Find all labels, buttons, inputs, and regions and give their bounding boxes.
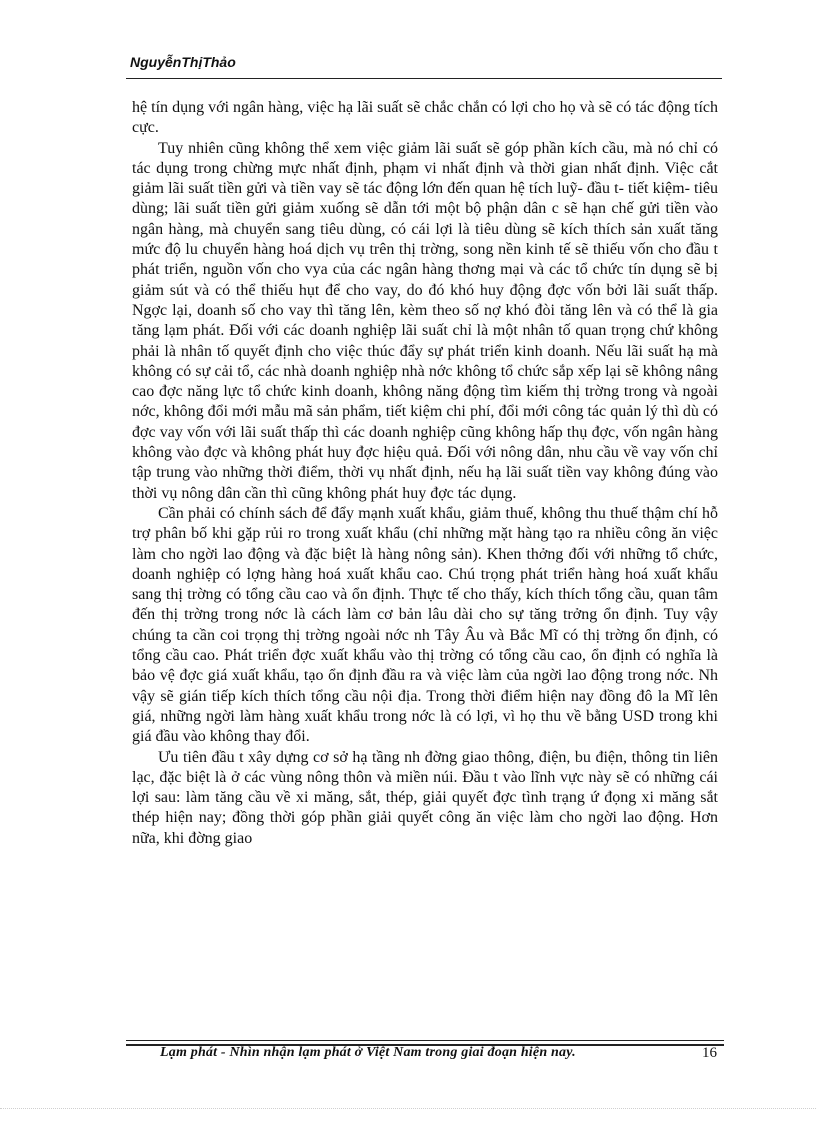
paragraph-3: Cần phải có chính sách để đẩy mạnh xuất khẩu, giảm thuế, không thu thuế thậm chí hỗ trợ phân bố khi gặp rủi ro trong xuất khẩu (chỉ những mặt hàng tạo ra nhiều công ăn việc làm cho ngời lao động và đặc biệt là hàng nông sản). Khen thởng đối với những tổ chức, doanh nghiệp có lợng hàng hoá xuất khẩu cao. Chú trọng phát triển hàng hoá xuất khẩu sang thị trờng có tổng cầu cao và ổn định. Thực tế cho thấy, kích thích tổng cầu, quan tâm đến thị trờng trong nớc là cách làm cơ bản lâu dài cho sự tăng trởng ổn định. Tuy vậy chúng ta cần coi trọng thị trờng ngoài nớc nh Tây Âu và Bắc Mĩ có thị trờng ổn định, có tổng cầu cao. Phát triển đợc xuất khẩu vào thị trờng có tổng cầu cao, ổn định có nghĩa là bảo vệ đợc giá xuất khẩu, tạo ổn định đầu ra và việc làm của ngời lao động trong nớc. Nh vậy sẽ gián tiếp kích thích tổng cầu nội địa. Trong thời điểm hiện nay đồng đô la Mĩ lên giá, những ngời làm hàng xuất khẩu trong nớc là có lợi, vì họ thu về bằng USD trong khi giá đầu vào không thay đổi. — [132, 504, 718, 746]
page-number: 16 — [702, 1045, 717, 1061]
footer-rule-thin — [126, 1040, 724, 1041]
paragraph-1: hệ tín dụng với ngân hàng, việc hạ lãi suất sẽ chắc chắn có lợi cho họ và sẽ có tác động tích cực. — [132, 99, 718, 137]
paragraph-2: Tuy nhiên cũng không thể xem việc giảm lãi suất sẽ góp phần kích cầu, mà nó chỉ có tác dụng trong chừng mực nhất định, phạm vi nhất định và thời gian nhất định. Việc cắt giảm lãi suất tiền gửi và tiền vay sẽ tác động lớn đến quan hệ tích luỹ- đầu t- tiết kiệm- tiêu dùng; lãi suất tiền gửi giảm xuống sẽ dẫn tới một bộ phận dân c sẽ hạn chế gửi tiền vào ngân hàng, mà chuyển sang tiêu dùng, có cái lợi là tiêu dùng sẽ kích thích sản xuất tăng mức độ lu chuyển hàng hoá dịch vụ trên thị trờng, song nền kinh tế sẽ thiếu vốn cho đầu t phát triển, nguồn vốn cho vya của các ngân hàng thơng mại và các tổ chức tín dụng sẽ bị giảm sút và có thể thiếu hụt để cho vay, do đó khó huy động đợc vốn bởi lãi suất thấp. Ngợc lại, doanh số cho vay thì tăng lên, kèm theo số nợ khó đòi tăng lên và có thể là gia tăng lạm phát. Đối với các doanh nghiệp lãi suất chỉ là một nhân tố quan trọng chứ không phải là nhân tố quyết định cho việc thúc đẩy sự phát triển kinh doanh. Nếu lãi suất hạ mà không có sự cải tổ, các nhà doanh nghiệp nhà nớc không tổ chức sắp xếp lại sẽ không nâng cao đợc năng lực tổ chức kinh doanh, không năng động tìm kiếm thị trờng trong và ngoài nớc, không đổi mới mẫu mã sản phẩm, tiết kiệm chi phí, đổi mới công tác quản lý thì dù có đợc vay vốn với lãi suất thấp thì các doanh nghiệp cũng không hấp thụ đợc, vốn ngân hàng không vào đợc và không phát huy đợc hiệu quả. Đối với nông dân, nhu cầu về vay vốn chỉ tập trung vào những thời điểm, thời vụ nhất định, nếu hạ lãi suất tiền vay không đúng vào thời vụ nông dân cần thì cũng không phát huy đợc tác dụng. — [132, 139, 718, 502]
body-text — [132, 98, 718, 849]
footer-title: Lạm phát - Nhìn nhận lạm phát ở Việt Nam trong giai đoạn hiện nay. — [160, 1045, 576, 1060]
header-author: NguyễnThịThảo — [130, 54, 236, 70]
page-bottom-margin-line — [0, 1108, 816, 1109]
paragraph-4: Ưu tiên đầu t xây dựng cơ sở hạ tầng nh đờng giao thông, điện, bu điện, thông tin liên lạc, đặc biệt là ở các vùng nông thôn và miền núi. Đầu t vào lĩnh vực này sẽ có những cái lợi sau: làm tăng cầu về xi măng, sắt, thép, giải quyết đợc tình trạng ứ đọng xi măng sắt thép hiện nay; đồng thời góp phần giải quyết công ăn việc làm cho ngời lao động. Hơn nữa, khi đờng giao — [132, 748, 718, 847]
header-rule — [126, 78, 722, 79]
